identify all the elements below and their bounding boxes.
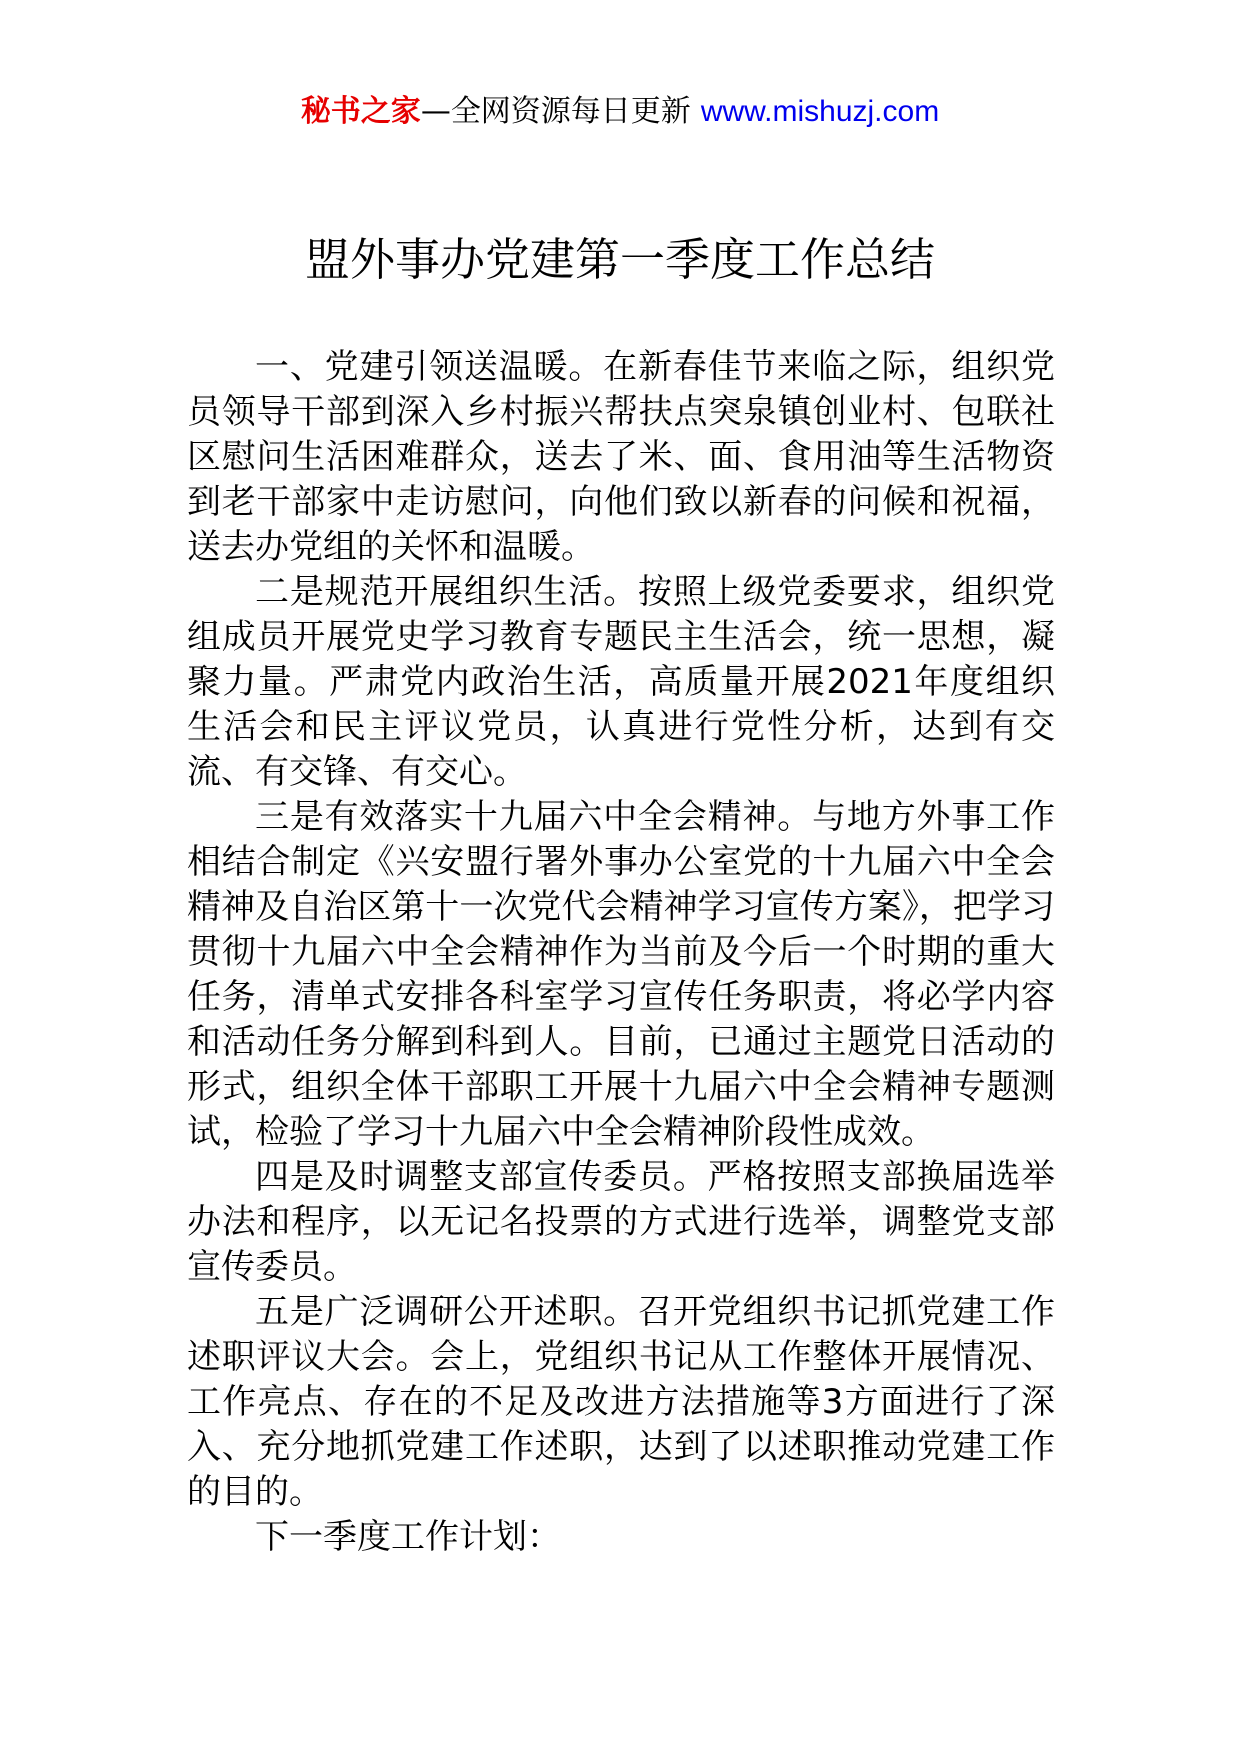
paragraph-4: 四是及时调整支部宣传委员。严格按照支部换届选举办法和程序，以无记名投票的方式进行选举，调整党支部宣传委员。 [187,1157,1055,1287]
paragraph-6: 下一季度工作计划： [255,1517,561,1557]
paragraph-3: 三是有效落实十九届六中全会精神。与地方外事工作相结合制定《兴安盟行署外事办公室党的十九届六中全会精神及自治区第十一次党代会精神学习宣传方案》，把学习贯彻十九届六中全会精神作为当前及今后一个时期的重大任务，清单式安排各科室学习宣传任务职责，将必学内容和活动任务分解到科到人。目前，已通过主题党日活动的形式，组织全体干部职工开展十九届六中全会精神专题测试，检验了学习十九届六中全会精神阶段性成效。 [187,797,1055,1152]
header-tagline: —全网资源每日更新 [420,94,691,129]
document-title: 盟外事办党建第一季度工作总结 [304,233,935,286]
paragraph-5: 五是广泛调研公开述职。召开党组织书记抓党建工作述职评议大会。会上，党组织书记从工作整体开展情况、工作亮点、存在的不足及改进方法措施等3方面进行了深入、充分地抓党建工作述职，达到了以述职推动党建工作的目的。 [187,1292,1055,1512]
site-url-link[interactable]: www.mishuzj.com [700,95,940,128]
paragraph-1: 一、党建引领送温暖。在新春佳节来临之际，组织党员领导干部到深入乡村振兴帮扶点突泉镇创业村、包联社区慰问生活困难群众，送去了米、面、食用油等生活物资到老干部家中走访慰问，向他们致以新春的问候和祝福，送去办党组的关怀和温暖。 [187,347,1055,567]
site-header [0,92,1240,132]
document-body [187,345,1055,1560]
brand-name: 秘书之家 [300,94,421,129]
paragraph-2: 二是规范开展组织生活。按照上级党委要求，组织党组成员开展党史学习教育专题民主生活会，统一思想，凝聚力量。严肃党内政治生活，高质量开展2021年度组织生活会和民主评议党员，认真进行党性分析，达到有交流、有交锋、有交心。 [187,572,1055,792]
